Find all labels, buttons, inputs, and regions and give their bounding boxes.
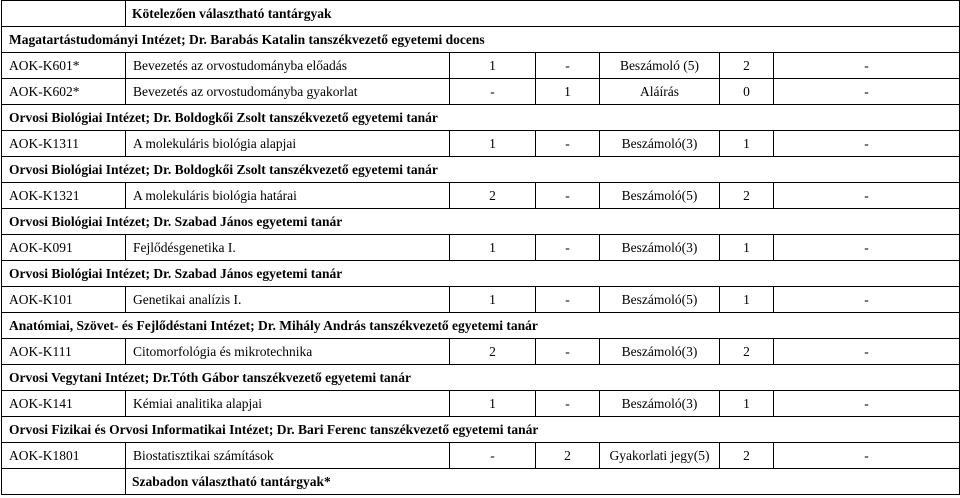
course-credit-cell: 2 xyxy=(720,339,774,365)
course-exam-cell: Beszámoló(3) xyxy=(600,131,720,157)
course-name-cell: Genetikai analízis I. xyxy=(126,287,450,313)
course-prereq-cell: - xyxy=(774,131,960,157)
course-lecture-cell: 2 xyxy=(450,339,536,365)
course-row xyxy=(2,131,960,157)
course-name-cell: Biostatisztikai számítások xyxy=(126,443,450,469)
course-lecture-cell: - xyxy=(450,443,536,469)
department-row xyxy=(2,157,960,183)
course-row xyxy=(2,287,960,313)
course-exam-cell: Beszámoló(5) xyxy=(600,183,720,209)
course-row xyxy=(2,339,960,365)
course-code-cell: AOK-K602* xyxy=(2,79,126,105)
department-row xyxy=(2,261,960,287)
course-exam-cell: Beszámoló (5) xyxy=(600,53,720,79)
course-name-cell: Citomorfológia és mikrotechnika xyxy=(126,339,450,365)
course-lecture-cell: 1 xyxy=(450,235,536,261)
course-exam-cell: Aláírás xyxy=(600,79,720,105)
course-practice-cell: - xyxy=(536,287,600,313)
section-header-row xyxy=(2,469,960,495)
section-header-row xyxy=(2,1,960,27)
course-exam-cell: Beszámoló(3) xyxy=(600,235,720,261)
section-header-free-elective: Szabadon választható tantárgyak* xyxy=(126,469,960,495)
department-row xyxy=(2,365,960,391)
course-practice-cell: - xyxy=(536,391,600,417)
course-prereq-cell: - xyxy=(774,391,960,417)
course-credit-cell: 2 xyxy=(720,183,774,209)
course-code-cell: AOK-K111 xyxy=(2,339,126,365)
department-label: Orvosi Biológiai Intézet; Dr. Szabad János egyetemi tanár xyxy=(2,261,960,287)
course-code-cell: AOK-K101 xyxy=(2,287,126,313)
course-credit-cell: 2 xyxy=(720,443,774,469)
course-practice-cell: - xyxy=(536,183,600,209)
course-lecture-cell: 2 xyxy=(450,183,536,209)
course-lecture-cell: 1 xyxy=(450,53,536,79)
course-credit-cell: 1 xyxy=(720,235,774,261)
course-name-cell: Kémiai analitika alapjai xyxy=(126,391,450,417)
course-row xyxy=(2,183,960,209)
course-code-cell: AOK-K091 xyxy=(2,235,126,261)
course-lecture-cell: - xyxy=(450,79,536,105)
department-label: Anatómiai, Szövet- és Fejlődéstani Intézet; Dr. Mihály András tanszékvezető egyetemi tanár xyxy=(2,313,960,339)
course-credit-cell: 1 xyxy=(720,287,774,313)
course-row xyxy=(2,443,960,469)
department-label: Orvosi Vegytani Intézet; Dr.Tóth Gábor tanszékvezető egyetemi tanár xyxy=(2,365,960,391)
course-name-cell: Bevezetés az orvostudományba gyakorlat xyxy=(126,79,450,105)
department-row xyxy=(2,209,960,235)
department-label: Magatartástudományi Intézet; Dr. Barabás Katalin tanszékvezető egyetemi docens xyxy=(2,27,960,53)
department-row xyxy=(2,417,960,443)
course-name-cell: Bevezetés az orvostudományba előadás xyxy=(126,53,450,79)
department-label: Orvosi Fizikai és Orvosi Informatikai Intézet; Dr. Bari Ferenc tanszékvezető egyetemi tanár xyxy=(2,417,960,443)
course-prereq-cell: - xyxy=(774,183,960,209)
course-exam-cell: Beszámoló(3) xyxy=(600,339,720,365)
department-row xyxy=(2,27,960,53)
course-exam-cell: Beszámoló(3) xyxy=(600,391,720,417)
course-exam-cell: Gyakorlati jegy(5) xyxy=(600,443,720,469)
department-label: Orvosi Biológiai Intézet; Dr. Szabad János egyetemi tanár xyxy=(2,209,960,235)
course-row xyxy=(2,79,960,105)
course-table xyxy=(1,0,960,495)
course-credit-cell: 2 xyxy=(720,53,774,79)
course-code-cell: AOK-K141 xyxy=(2,391,126,417)
course-name-cell: A molekuláris biológia alapjai xyxy=(126,131,450,157)
course-row xyxy=(2,391,960,417)
course-prereq-cell: - xyxy=(774,443,960,469)
course-lecture-cell: 1 xyxy=(450,391,536,417)
course-exam-cell: Beszámoló(5) xyxy=(600,287,720,313)
course-lecture-cell: 1 xyxy=(450,287,536,313)
course-code-cell: AOK-K1311 xyxy=(2,131,126,157)
course-practice-cell: - xyxy=(536,53,600,79)
course-row xyxy=(2,235,960,261)
course-practice-cell: - xyxy=(536,131,600,157)
course-practice-cell: 1 xyxy=(536,79,600,105)
course-practice-cell: - xyxy=(536,339,600,365)
course-practice-cell: 2 xyxy=(536,443,600,469)
course-credit-cell: 0 xyxy=(720,79,774,105)
course-credit-cell: 1 xyxy=(720,131,774,157)
department-row xyxy=(2,313,960,339)
course-table-body xyxy=(2,1,960,495)
course-practice-cell: - xyxy=(536,235,600,261)
course-code-cell: AOK-K1321 xyxy=(2,183,126,209)
course-prereq-cell: - xyxy=(774,287,960,313)
department-label: Orvosi Biológiai Intézet; Dr. Boldogkői Zsolt tanszékvezető egyetemi tanár xyxy=(2,105,960,131)
department-row xyxy=(2,105,960,131)
course-credit-cell: 1 xyxy=(720,391,774,417)
course-prereq-cell: - xyxy=(774,53,960,79)
course-name-cell: Fejlődésgenetika I. xyxy=(126,235,450,261)
course-code-cell: AOK-K601* xyxy=(2,53,126,79)
course-prereq-cell: - xyxy=(774,235,960,261)
header-spacer-cell xyxy=(2,469,126,495)
course-row xyxy=(2,53,960,79)
department-label: Orvosi Biológiai Intézet; Dr. Boldogkői Zsolt tanszékvezető egyetemi tanár xyxy=(2,157,960,183)
course-code-cell: AOK-K1801 xyxy=(2,443,126,469)
header-spacer-cell xyxy=(2,1,126,27)
course-prereq-cell: - xyxy=(774,339,960,365)
course-lecture-cell: 1 xyxy=(450,131,536,157)
course-prereq-cell: - xyxy=(774,79,960,105)
section-header-mandatory-elective: Kötelezően választható tantárgyak xyxy=(126,1,960,27)
course-name-cell: A molekuláris biológia határai xyxy=(126,183,450,209)
